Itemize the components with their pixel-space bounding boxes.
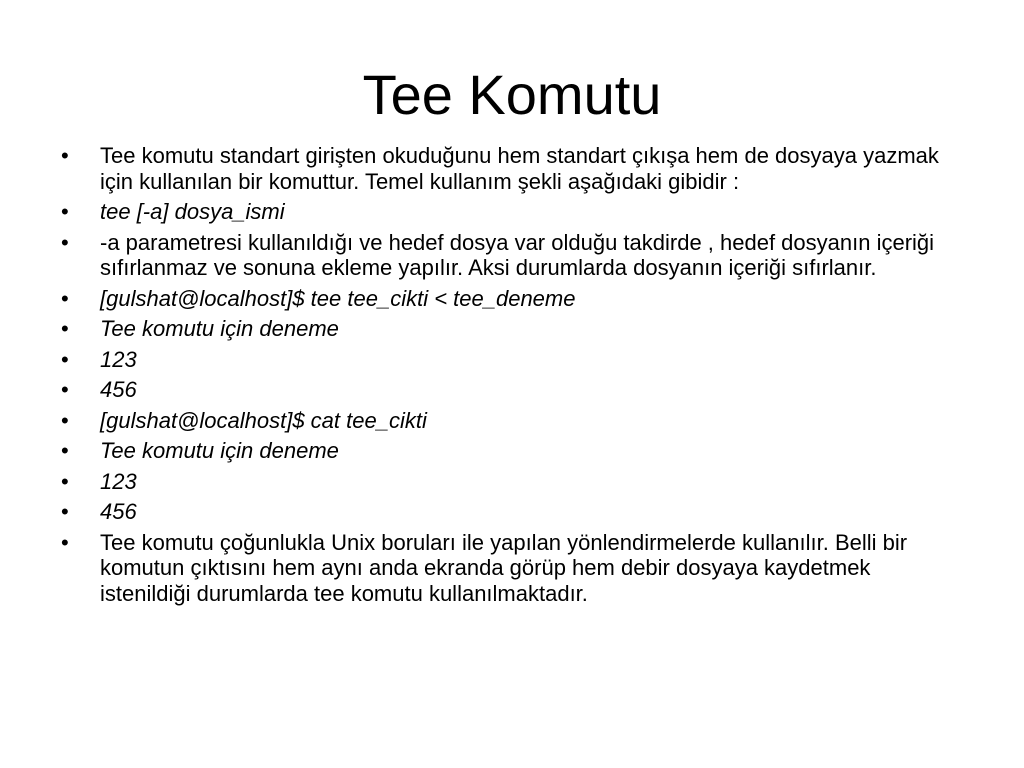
bullet-text: 123: [100, 346, 137, 372]
bullet-item: [61, 199, 966, 225]
bullet-item: [61, 469, 966, 495]
bullet-dot-icon: •: [61, 438, 69, 463]
bullet-text: Tee komutu standart girişten okuduğunu hem standart çıkışa hem de dosyaya yazmak için kullanılan bir komuttur. Temel kullanım şekli aşağıdaki gibidir :: [100, 143, 939, 194]
bullet-dot-icon: •: [61, 407, 69, 433]
bullet-dot-icon: •: [61, 229, 69, 255]
bullet-dot-icon: •: [61, 285, 69, 311]
bullet-text: 123: [100, 468, 137, 494]
bullet-dot-icon: •: [61, 377, 69, 402]
bullet-dot-icon: •: [61, 529, 69, 555]
bullet-dot-icon: •: [61, 316, 69, 341]
bullet-item: [61, 316, 966, 342]
bullet-dot-icon: •: [61, 143, 69, 168]
slide-title: Tee Komutu: [362, 63, 662, 126]
bullet-text: 456: [100, 499, 137, 524]
bullet-text: Tee komutu için deneme: [100, 316, 339, 341]
bullet-dot-icon: •: [61, 468, 69, 494]
bullet-item: [61, 143, 966, 194]
bullet-text: [gulshat@localhost]$ cat tee_cikti: [100, 407, 427, 433]
bullet-item: [61, 286, 966, 312]
bullet-item: [61, 377, 966, 403]
bullet-list: [61, 143, 966, 611]
bullet-dot-icon: •: [61, 499, 69, 524]
bullet-text: tee [-a] dosya_ismi: [100, 199, 285, 224]
bullet-dot-icon: •: [61, 199, 69, 224]
bullet-item: [61, 408, 966, 434]
bullet-text: 456: [100, 377, 137, 402]
bullet-item: [61, 530, 966, 607]
bullet-item: [61, 499, 966, 525]
bullet-text: Tee komutu için deneme: [100, 438, 339, 463]
bullet-dot-icon: •: [61, 346, 69, 372]
bullet-item: [61, 347, 966, 373]
bullet-item: [61, 230, 966, 281]
bullet-item: [61, 438, 966, 464]
bullet-text: [gulshat@localhost]$ tee tee_cikti < tee_deneme: [100, 285, 576, 311]
bullet-text: -a parametresi kullanıldığı ve hedef dosya var olduğu takdirde , hedef dosyanın içeriği sıfırlanmaz ve sonuna ekleme yapılır. Aksi durumlarda dosyanın içeriği sıfırlanır.: [100, 229, 935, 280]
bullet-text: Tee komutu çoğunlukla Unix boruları ile yapılan yönlendirmelerde kullanılır. Belli bir komutun çıktısını hem aynı anda ekranda görüp hem debir dosyaya kaydetmek istenildiği durumlarda tee komutu kullanılmaktadır.: [100, 529, 908, 606]
